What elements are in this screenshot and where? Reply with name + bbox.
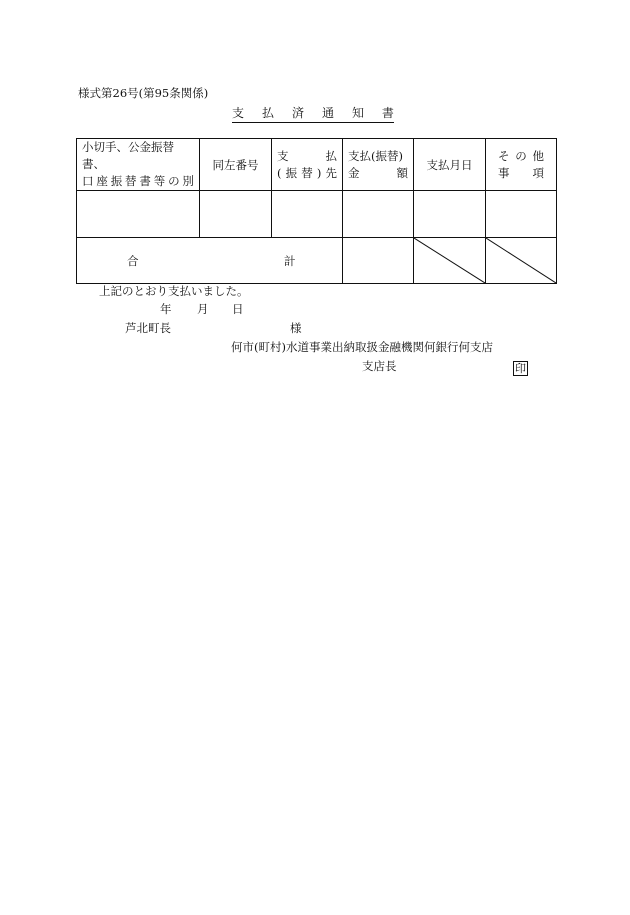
total-label-char: 計 — [284, 254, 296, 268]
branch-manager-label: 支店長 — [362, 359, 397, 373]
payment-notice-table — [76, 138, 557, 284]
bank-branch-line: 何市(町村)水道事業出納取扱金融機関何銀行何支店 — [231, 340, 493, 354]
header-amount — [343, 139, 414, 191]
document-title — [232, 104, 394, 123]
cell-payee — [272, 191, 343, 238]
title-char: 済 — [291, 106, 304, 120]
title-char: 書 — [381, 106, 394, 120]
form-number: 様式第26号(第95条関係) — [78, 86, 209, 100]
table-row — [77, 191, 557, 238]
honorific: 様 — [290, 321, 302, 335]
total-label-cell — [77, 238, 343, 284]
header-payee-line1: 支 払 — [277, 148, 337, 163]
header-instrument-type-line1: 小切手、公金振替書、 — [82, 140, 174, 171]
diagonal-line — [414, 238, 485, 283]
header-other-items — [486, 139, 557, 191]
title-char: 知 — [351, 106, 364, 120]
cell-same-number — [200, 191, 272, 238]
total-label-char: 合 — [127, 254, 139, 268]
header-other-items-line2: 事 項 — [498, 165, 544, 180]
header-payee — [272, 139, 343, 191]
cell-amount — [343, 191, 414, 238]
year-label: 年 — [160, 302, 172, 316]
total-amount-cell — [343, 238, 414, 284]
title-char: 払 — [261, 106, 274, 120]
diagonal-line — [486, 238, 556, 283]
payment-statement: 上記のとおり支払いました。 — [99, 284, 249, 298]
addressee: 芦北町長 — [125, 321, 171, 335]
cell-payment-date — [414, 191, 486, 238]
title-char: 通 — [321, 106, 334, 120]
table-header-row — [77, 139, 557, 191]
header-payee-line2: ( 振 替 ) 先 — [277, 165, 337, 180]
title-char: 支 — [232, 106, 245, 120]
cell-instrument-type — [77, 191, 200, 238]
month-label: 月 — [197, 302, 209, 316]
seal-box: 印 — [515, 362, 526, 375]
seal-mark — [513, 357, 528, 376]
header-amount-line1: 支払(振替) — [348, 148, 403, 163]
total-date-cell-crossed — [414, 238, 486, 284]
header-instrument-type — [77, 139, 200, 191]
header-instrument-type-line2: 口 座 振 替 書 等 の 別 — [82, 174, 194, 188]
header-amount-line2: 金 額 — [348, 165, 408, 180]
total-row — [77, 238, 557, 284]
day-label: 日 — [232, 302, 244, 316]
header-other-items-line1: そ の 他 — [498, 148, 544, 163]
header-payment-date: 支払月日 — [414, 139, 486, 191]
cell-other-items — [486, 191, 557, 238]
total-other-cell-crossed — [486, 238, 557, 284]
header-same-number: 同左番号 — [200, 139, 272, 191]
